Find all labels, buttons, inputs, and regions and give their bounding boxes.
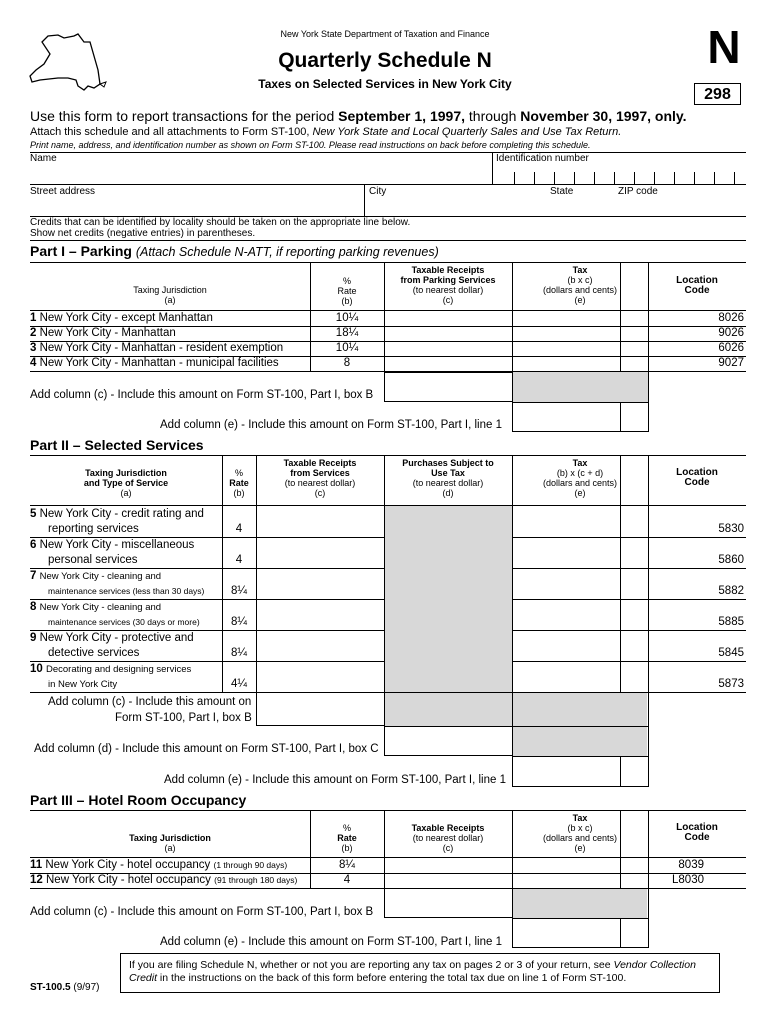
row-location-code: 5845 [718,647,744,659]
row-label-line1: Decorating and designing services [46,664,192,675]
part2-col-loc-header: Location Code [676,467,718,488]
row-number: 11 [30,859,43,871]
part3-col-c-header: Taxable Receipts (to nearest dollar) (c) [411,823,485,853]
row-number: 9 [30,632,37,644]
part2-total-c-input[interactable] [256,692,385,726]
row-number: 5 [30,508,37,520]
part2-add-e-label: Add column (e) - Include this amount on Form ST-100, Part I, line 1 [164,774,506,786]
note-italic: Vendor Collection Credit [129,959,696,984]
part2-col-b-header: % Rate (b) [229,468,249,498]
credits-note-2: Show net credits (negative entries) in parentheses. [30,228,256,239]
part3-total-c-input[interactable] [384,888,513,918]
state-label: State [550,186,574,197]
row-receipts-input[interactable] [385,858,512,873]
row-tax-input[interactable] [513,506,649,537]
row-tax-input[interactable] [513,858,649,873]
part3-add-e-label: Add column (e) - Include this amount on Form ST-100, Part I, line 1 [160,936,502,948]
row-number: 4 [30,357,37,369]
row-receipts-input[interactable] [385,311,512,326]
form-id-date: (9/97) [73,982,100,993]
row-label-line1: New York City - protective and [39,632,194,644]
row-label-note: (1 through 90 days) [213,860,288,870]
row-location-code: 9026 [718,327,744,339]
row-tax-input[interactable] [513,873,649,888]
form-subtitle: Taxes on Selected Services in New York City [258,77,512,91]
row-rate: 10¼ [335,312,359,324]
row-label: New York City - Manhattan - resident exemption [39,342,284,354]
part1-total-e-input[interactable] [512,402,649,432]
row-receipts-input[interactable] [385,326,512,341]
part2-add-c-label-1: Add column (c) - Include this amount on [48,696,252,708]
part1-col-a-header: Taxing Jurisdiction (a) [133,285,207,305]
part2-row-6 [30,537,746,568]
row-receipts-input[interactable] [257,568,384,599]
row-rate: 4 [235,554,243,566]
part2-col-e-header: Tax (b) x (c + d) (dollars and cents) (e) [542,458,618,498]
period-prefix: Use this form to report transactions for the period [30,108,339,124]
row-location-code: 5882 [718,585,744,597]
part1-total-c-input[interactable] [384,372,513,402]
print-note: Print name, address, and identification number as shown on Form ST-100. Please read instructions on back before completing this schedule. [30,140,591,150]
part3-total-e-input[interactable] [512,918,649,948]
part1-col-c-header: Taxable Receipts from Parking Services (to nearest dollar) (c) [400,265,496,305]
row-label-line2: in New York City [48,679,118,690]
part2-add-d-label: Add column (d) - Include this amount on Form ST-100, Part I, box C [34,743,379,755]
period-instruction [30,109,687,123]
period-end: November 30, 1997, only. [520,108,687,124]
part3-col-b-header: % Rate (b) [337,823,357,853]
id-number-field[interactable] [494,166,746,184]
part1-title-text: Part I – Parking [30,243,132,259]
part1-row-4 [30,356,746,371]
part1-title [30,244,439,259]
part2-shaded-area-d [513,727,647,756]
row-receipts-input[interactable] [257,661,384,692]
part2-col-c-header: Taxable Receipts from Services (to nearest dollar) (c) [283,458,357,498]
row-rate: 8¼ [231,616,247,628]
part2-shaded-area-c [385,693,647,726]
row-tax-input[interactable] [513,630,649,661]
row-label-line2: detective services [48,647,140,659]
credits-note-1: Credits that can be identified by locality should be taken on the appropriate line below. [30,217,411,228]
row-label-note: (91 through 180 days) [214,875,298,885]
row-location-code: 5860 [718,554,744,566]
row-location-code: 6026 [718,342,744,354]
row-location-code: 9027 [718,357,744,369]
row-tax-input[interactable] [513,326,649,341]
part1-col-e-header: Tax (b x c) (dollars and cents) (e) [542,265,618,305]
name-field[interactable] [30,165,490,183]
row-number: 10 [30,663,43,675]
row-rate: 4 [235,523,243,535]
row-location-code: 5830 [718,523,744,535]
vendor-credit-note-box [120,953,720,993]
part3-row-11 [30,858,746,873]
row-rate: 4¼ [231,678,247,690]
row-label: New York City - Manhattan [39,327,176,339]
attach-prefix: Attach this schedule and all attachments to Form ST-100, [30,126,313,138]
part3-col-e-header: Tax (b x c) (dollars and cents) (e) [542,813,618,853]
part2-row-9 [30,630,746,661]
form-title: Quarterly Schedule N [278,49,492,72]
row-label: New York City - hotel occupancy [45,859,211,871]
attach-form-name: New York State and Local Quarterly Sales and Use Tax Return. [312,126,622,138]
part1-col-b-header: % Rate (b) [337,276,357,306]
part1-row-1 [30,311,746,326]
row-tax-input[interactable] [513,356,649,371]
part2-row-5 [30,506,746,537]
row-tax-input[interactable] [513,599,649,630]
row-tax-input[interactable] [513,341,649,356]
row-number: 8 [30,601,37,613]
row-receipts-input[interactable] [257,506,384,537]
city-field[interactable] [366,198,536,214]
row-rate: 8¼ [231,585,247,597]
part2-total-d-input[interactable] [384,726,513,756]
state-field[interactable] [546,198,606,214]
part2-row-8 [30,599,746,630]
row-number: 12 [30,874,43,886]
form-number-box [694,83,741,105]
row-receipts-input[interactable] [385,341,512,356]
row-receipts-input[interactable] [385,356,512,371]
city-label: City [369,186,387,197]
row-label-line1: New York City - cleaning and [39,602,162,613]
department-name: New York State Department of Taxation and Finance [280,29,490,39]
row-tax-input[interactable] [513,311,649,326]
row-label: New York City - hotel occupancy [46,874,211,886]
part1-row-2 [30,326,746,341]
row-tax-input[interactable] [513,537,649,568]
row-rate: 8¼ [231,647,247,659]
row-location-code: 8039 [678,859,704,871]
name-label: Name [30,153,57,164]
row-label-line1: New York City - miscellaneous [39,539,195,551]
row-number: 2 [30,327,37,339]
row-rate: 4 [343,874,351,886]
zip-label: ZIP code [618,186,658,197]
part2-col-a-header: Taxing Jurisdiction and Type of Service (a) [83,468,169,498]
part1-row-3 [30,341,746,356]
row-receipts-input[interactable] [257,537,384,568]
row-receipts-input[interactable] [257,599,384,630]
part2-row-7 [30,568,746,599]
note-suffix: in the instructions on the back of this form before entering the total tax due on line 1 of Form ST-100. [157,972,627,984]
row-location-code: L8030 [672,874,704,886]
part1-shaded-area [512,372,648,402]
note-prefix: If you are filing Schedule N, whether or not you are reporting any tax on pages 2 or 3 of your return, see [129,959,614,971]
part1-add-c-label: Add column (c) - Include this amount on Form ST-100, Part I, box B [30,389,374,401]
row-label-line1: New York City - cleaning and [39,571,162,582]
row-location-code: 5873 [718,678,744,690]
row-location-code: 5885 [718,616,744,628]
part2-total-e-input[interactable] [512,756,649,787]
zip-field[interactable] [612,198,746,214]
row-receipts-input[interactable] [257,630,384,661]
part3-title: Part III – Hotel Room Occupancy [30,792,247,808]
row-tax-input[interactable] [513,661,649,692]
period-start: September 1, 1997, [338,108,465,124]
form-number: 298 [704,86,731,103]
row-rate: 10¼ [335,342,359,354]
form-id [30,983,100,993]
row-number: 7 [30,570,37,582]
row-number: 1 [30,312,37,324]
row-number: 6 [30,539,37,551]
attach-instruction [30,127,621,138]
id-number-label: Identification number [496,153,589,164]
part3-add-c-label: Add column (c) - Include this amount on Form ST-100, Part I, box B [30,906,374,918]
row-label-line2: reporting services [48,523,139,535]
part3-col-a-header: Taxing Jurisdiction (a) [129,833,211,853]
row-label-line2: personal services [48,554,138,566]
part3-shaded-area [513,889,647,918]
row-label: New York City - except Manhattan [39,312,213,324]
row-rate: 8¼ [339,859,355,871]
part2-title: Part II – Selected Services [30,437,204,453]
street-field[interactable] [30,198,360,214]
street-label: Street address [30,186,96,197]
row-receipts-input[interactable] [385,873,512,888]
part3-col-loc-header: Location Code [676,822,718,843]
form-id-code: ST-100.5 [30,982,71,993]
part1-col-loc-header: Location Code [676,275,718,296]
row-label: New York City - Manhattan - municipal facilities [39,357,279,369]
period-through: through [465,108,521,124]
row-rate: 18¼ [335,327,359,339]
row-location-code: 8026 [718,312,744,324]
part1-title-note: (Attach Schedule N-ATT, if reporting parking revenues) [135,245,439,259]
row-number: 3 [30,342,37,354]
row-tax-input[interactable] [513,568,649,599]
row-rate: 8 [343,357,351,369]
row-label-line2: maintenance services (30 days or more) [48,617,200,627]
part1-add-e-label: Add column (e) - Include this amount on Form ST-100, Part I, line 1 [160,419,502,431]
schedule-letter: N [707,21,741,73]
vendor-credit-note [129,959,711,985]
part2-col-d-header: Purchases Subject to Use Tax (to nearest dollar) (d) [402,458,494,498]
part2-add-c-label-2: Form ST-100, Part I, box B [115,712,252,724]
row-label-line2: maintenance services (less than 30 days) [48,586,205,596]
part2-row-10 [30,661,746,692]
part3-row-12 [30,873,746,888]
row-label-line1: New York City - credit rating and [39,508,204,520]
